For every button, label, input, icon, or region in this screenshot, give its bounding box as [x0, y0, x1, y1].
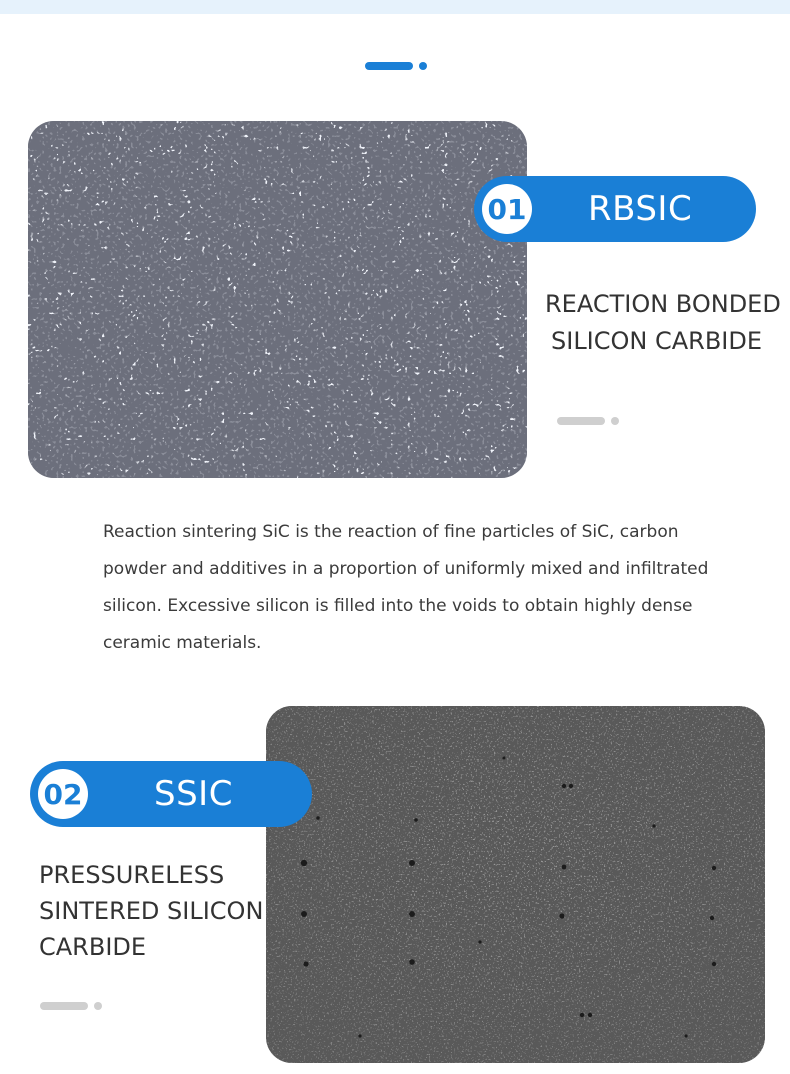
rbsic-sample-image — [28, 121, 527, 478]
divider-bar — [40, 1002, 88, 1010]
ssic-label-pill — [30, 761, 312, 827]
rbsic-title — [545, 286, 781, 360]
section-abbreviation: SSIC — [154, 774, 233, 814]
ssic-sample-image — [266, 706, 765, 1063]
section-divider — [40, 1002, 102, 1010]
rbsic-description: Reaction sintering SiC is the reaction of fine particles of SiC, carbon powder and additives in a proportion of uniformly mixed and infiltrated silicon. Excessive silicon is filled into the voids to obtain highly dense ceramic materials. — [103, 522, 709, 653]
section-abbreviation: RBSIC — [588, 189, 693, 229]
title-line: CARBIDE — [39, 933, 147, 961]
section-divider — [557, 417, 619, 425]
ssic-texture — [266, 706, 765, 1063]
divider-bar — [365, 62, 413, 70]
section-divider — [365, 62, 427, 70]
rbsic-texture — [28, 121, 527, 478]
section-number-badge: 02 — [38, 769, 88, 819]
divider-bar — [557, 417, 605, 425]
top-banner-strip — [0, 0, 790, 14]
rbsic-label-pill — [474, 176, 756, 242]
title-line: SINTERED SILICON — [39, 897, 264, 925]
section-number-badge: 01 — [482, 184, 532, 234]
title-line: PRESSURELESS — [39, 861, 225, 889]
divider-dot — [94, 1002, 102, 1010]
title-line: SILICON CARBIDE — [551, 327, 763, 355]
divider-dot — [419, 62, 427, 70]
title-line: REACTION BONDED — [545, 290, 781, 318]
ssic-title — [39, 857, 263, 965]
divider-dot — [611, 417, 619, 425]
